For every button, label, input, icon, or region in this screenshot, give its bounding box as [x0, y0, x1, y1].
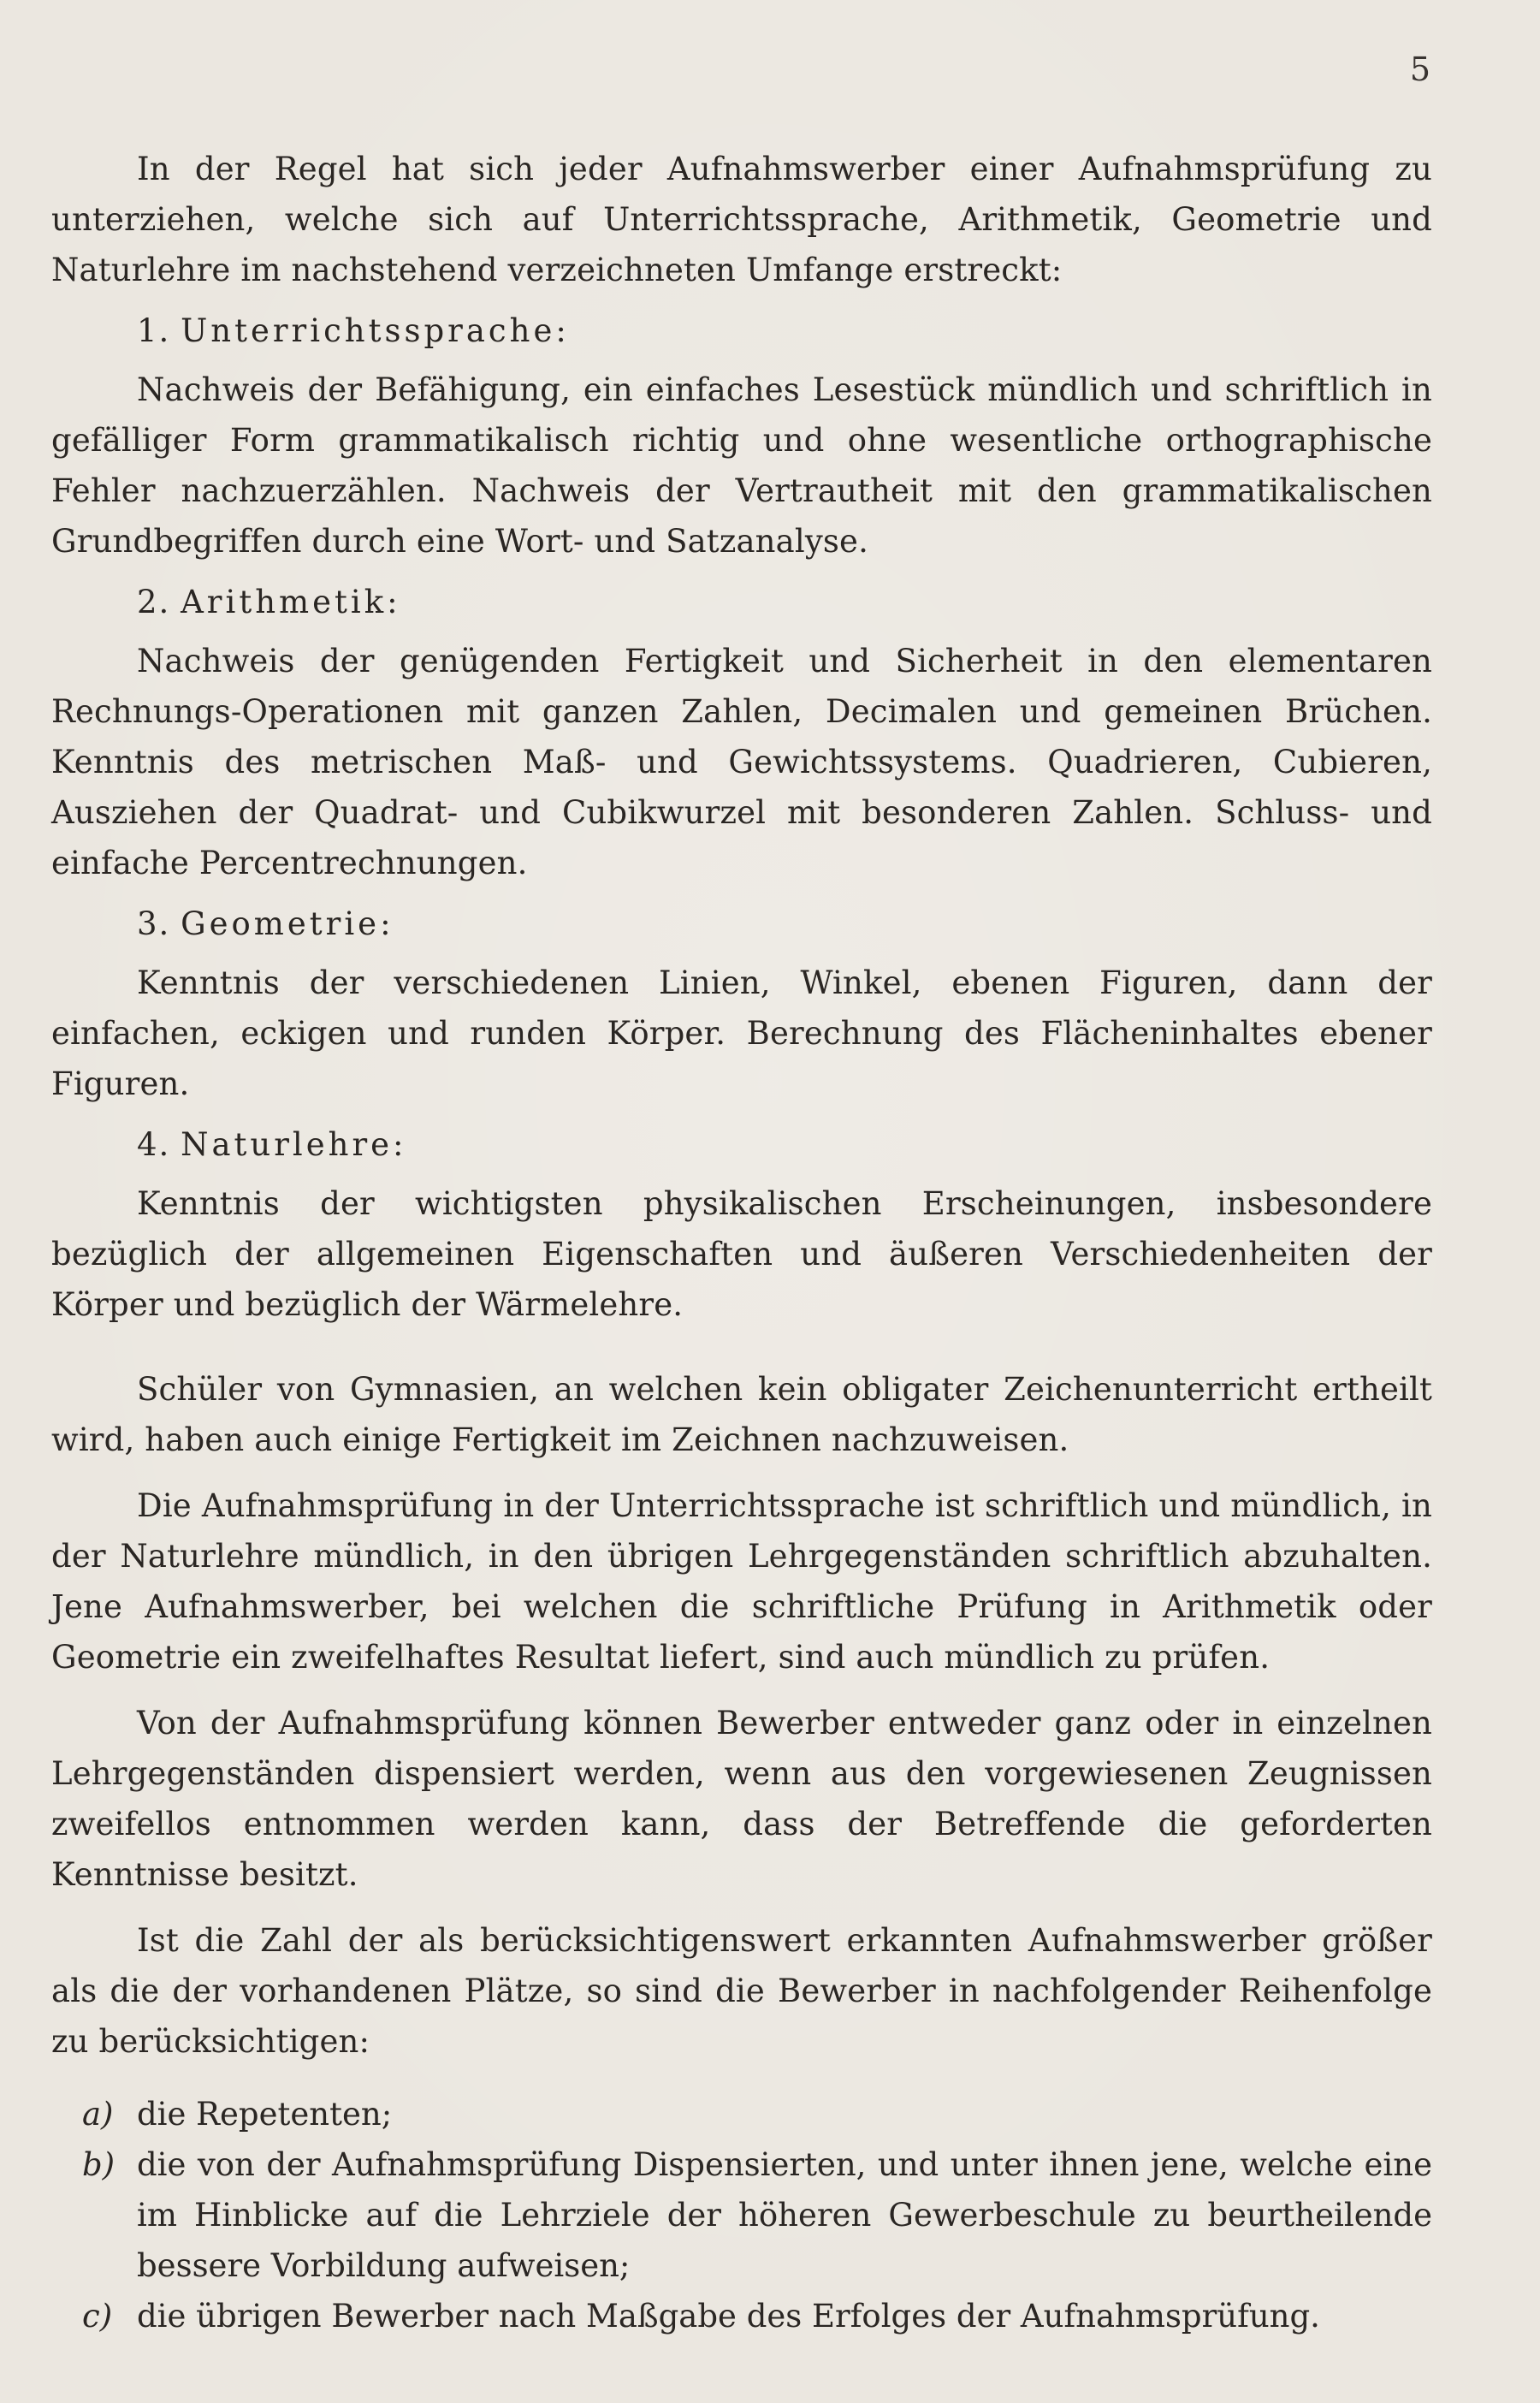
- list-item: [51, 2089, 1432, 2139]
- section-number: 1.: [137, 312, 171, 349]
- section-title: Geometrie:: [181, 905, 394, 942]
- list-item: [51, 2139, 1432, 2291]
- section-text-2: Nachweis der genügenden Fertigkeit und Sicherheit in den elementaren Rechnungs-Operationen mit ganzen Zahlen, Decimalen und gemeinen Brüchen. Kenntnis des metrischen Maß- und Gewichtssystems. Quadrieren, Cubieren, Ausziehen der Quadrat- und Cubikwurzel mit besonderen Zahlen. Schluss- und einfache Percentrechnungen.: [51, 643, 1432, 881]
- list-item: [51, 2291, 1432, 2341]
- priority-list: [51, 2089, 1432, 2341]
- intro-paragraph: In der Regel hat sich jeder Aufnahmswerber einer Aufnahmsprüfung zu unterziehen, welche sich auf Unterrichtssprache, Arithmetik, Geometrie und Naturlehre im nachstehend verzeichneten Umfange erstreckt:: [51, 151, 1432, 288]
- list-marker: b): [82, 2146, 116, 2183]
- section-heading-1: [51, 306, 1432, 356]
- paragraph-exam-mode: Die Aufnahmsprüfung in der Unterrichtssprache ist schriftlich und mündlich, in der Naturlehre mündlich, in den übrigen Lehrgegenständen schriftlich abzuhalten. Jene Aufnahmswerber, bei welchen die schriftliche Prüfung in Arithmetik oder Geometrie ein zweifelhaftes Resultat liefert, sind auch mündlich zu prüfen.: [51, 1487, 1432, 1676]
- section-text-3: Kenntnis der verschiedenen Linien, Winkel, ebenen Figuren, dann der einfachen, eckigen und runden Körper. Berechnung des Flächeninhaltes ebener Figuren.: [51, 964, 1432, 1102]
- section-number: 2.: [137, 584, 171, 620]
- section-number: 4.: [137, 1126, 171, 1163]
- list-item-text: die Repetenten;: [137, 2096, 393, 2133]
- paragraph-drawing: Schüler von Gymnasien, an welchen kein obligater Zeichenunterricht ertheilt wird, haben auch einige Fertigkeit im Zeichnen nachzuweisen.: [51, 1371, 1432, 1458]
- paragraph-dispensation: Von der Aufnahmsprüfung können Bewerber entweder ganz oder in einzelnen Lehrgegenständen dispensiert werden, wenn aus den vorgewiesenen Zeugnissen zweifellos entnommen werden kann, dass der Betreffende die geforderten Kenntnisse besitzt.: [51, 1705, 1432, 1893]
- section-heading-2: [51, 577, 1432, 627]
- list-item-text: die von der Aufnahmsprüfung Dispensierten, und unter ihnen jene, welche eine im Hinblicke auf die Lehrziele der höheren Gewerbeschule zu beurtheilende bessere Vorbildung aufweisen;: [137, 2146, 1432, 2284]
- section-text-1: Nachweis der Befähigung, ein einfaches Lesestück mündlich und schriftlich in gefälliger Form grammatikalisch richtig und ohne wesentliche orthographische Fehler nachzuerzählen. Nachweis der Vertrautheit mit den grammatikalischen Grundbegriffen durch eine Wort- und Satzanalyse.: [51, 371, 1432, 560]
- section-heading-3: [51, 899, 1432, 949]
- page-number: 5: [1409, 50, 1430, 88]
- section-title: Arithmetik:: [181, 584, 401, 620]
- paragraph-order: Ist die Zahl der als berücksichtigenswert erkannten Aufnahmswerber größer als die der vorhandenen Plätze, so sind die Bewerber in nachfolgender Reihenfolge zu berücksichtigen:: [51, 1922, 1432, 2060]
- page-content: [51, 144, 1432, 2341]
- list-marker: c): [82, 2298, 113, 2335]
- section-text-4: Kenntnis der wichtigsten physikalischen Erscheinungen, insbesondere bezüglich der allgemeinen Eigenschaften und äußeren Verschiedenheiten der Körper und bezüglich der Wärmelehre.: [51, 1185, 1432, 1323]
- section-title: Unterrichtssprache:: [181, 312, 570, 349]
- list-marker: a): [82, 2096, 114, 2133]
- list-item-text: die übrigen Bewerber nach Maßgabe des Erfolges der Aufnahmsprüfung.: [137, 2298, 1320, 2335]
- section-heading-4: [51, 1119, 1432, 1170]
- section-number: 3.: [137, 905, 171, 942]
- section-title: Naturlehre:: [181, 1126, 407, 1163]
